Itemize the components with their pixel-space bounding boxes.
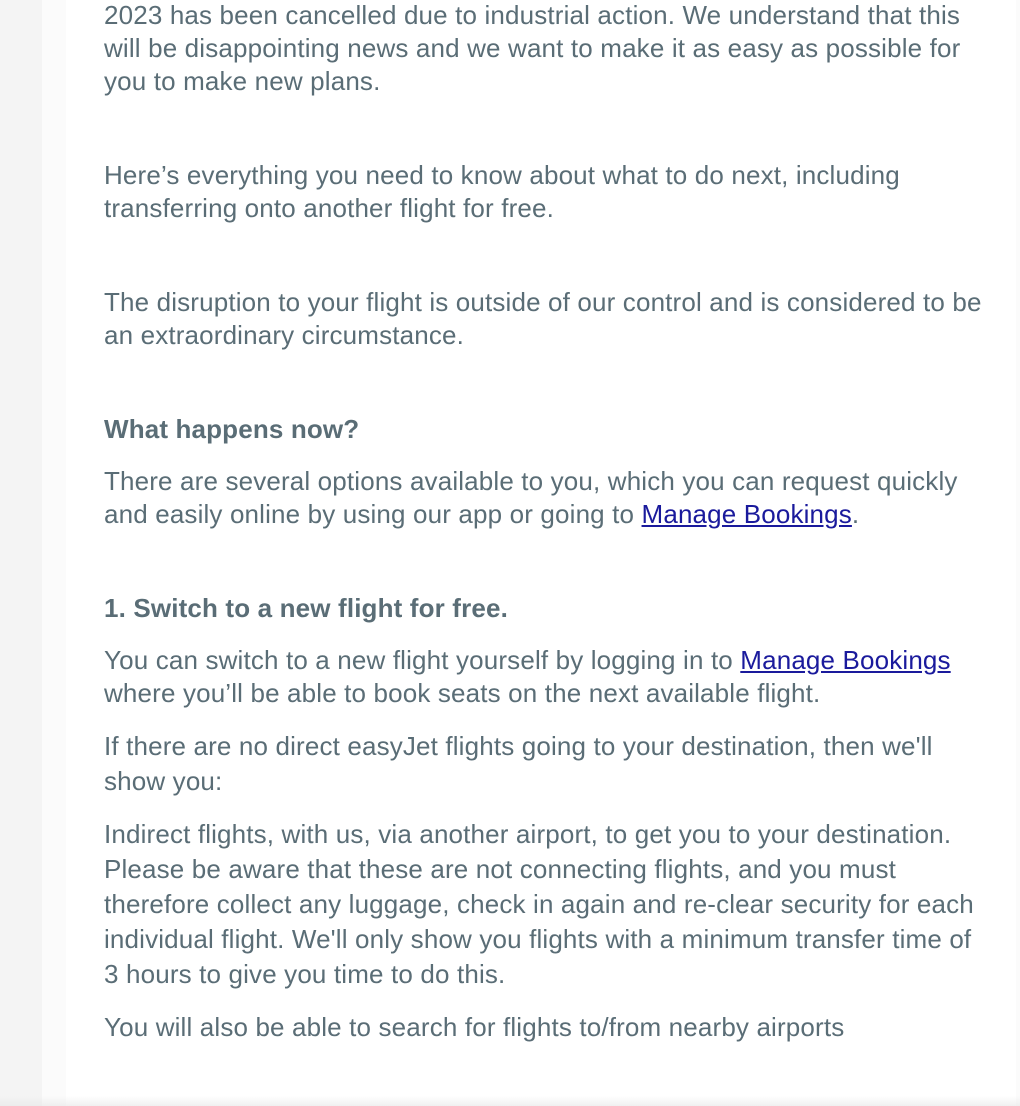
- intro-rest: 2023 has been cancelled due to industrial action. We understand that this will be disappointing news and we want to make it as easy as possible for you to make new plans.: [104, 0, 961, 96]
- options-text: There are several options available to you, which you can request quickly and easily online by using our app or going to: [104, 466, 958, 529]
- next-steps-paragraph: Here’s everything you need to know about what to do next, including transferring onto another flight for free.: [104, 160, 900, 223]
- what-happens-heading: What happens now?: [104, 414, 360, 444]
- options-paragraph: [104, 465, 984, 531]
- switch-text-before: You can switch to a new flight yourself by logging in to: [104, 645, 741, 675]
- manage-bookings-link[interactable]: Manage Bookings: [641, 499, 852, 529]
- nearby-airports-paragraph: You will also be able to search for flights to/from nearby airports: [104, 1012, 845, 1042]
- switch-flight-paragraph: [104, 644, 984, 710]
- no-direct-paragraph: If there are no direct easyJet flights going to your destination, then we'll show you:: [104, 731, 933, 796]
- indirect-flights-paragraph: Indirect flights, with us, via another airport, to get you to your destination. Please be aware that these are not connecting flights, and you must therefore collect any luggage, check in again and re-clear security for each individual flight. We'll only show you flights with a minimum transfer time of 3 hours to give you time to do this.: [104, 819, 974, 989]
- options-suffix: .: [851, 499, 860, 529]
- disruption-paragraph: The disruption to your flight is outside of our control and is considered to be an extraordinary circumstance.: [104, 287, 982, 350]
- bottom-edge-shadow: [0, 1096, 1020, 1106]
- manage-bookings-link-2[interactable]: Manage Bookings: [740, 645, 951, 675]
- switch-text-after: where you’ll be able to book seats on the next available flight.: [104, 678, 821, 708]
- switch-flight-heading: 1. Switch to a new flight for free.: [104, 593, 508, 623]
- email-body: [104, 0, 984, 1045]
- intro-paragraph: [104, 0, 984, 98]
